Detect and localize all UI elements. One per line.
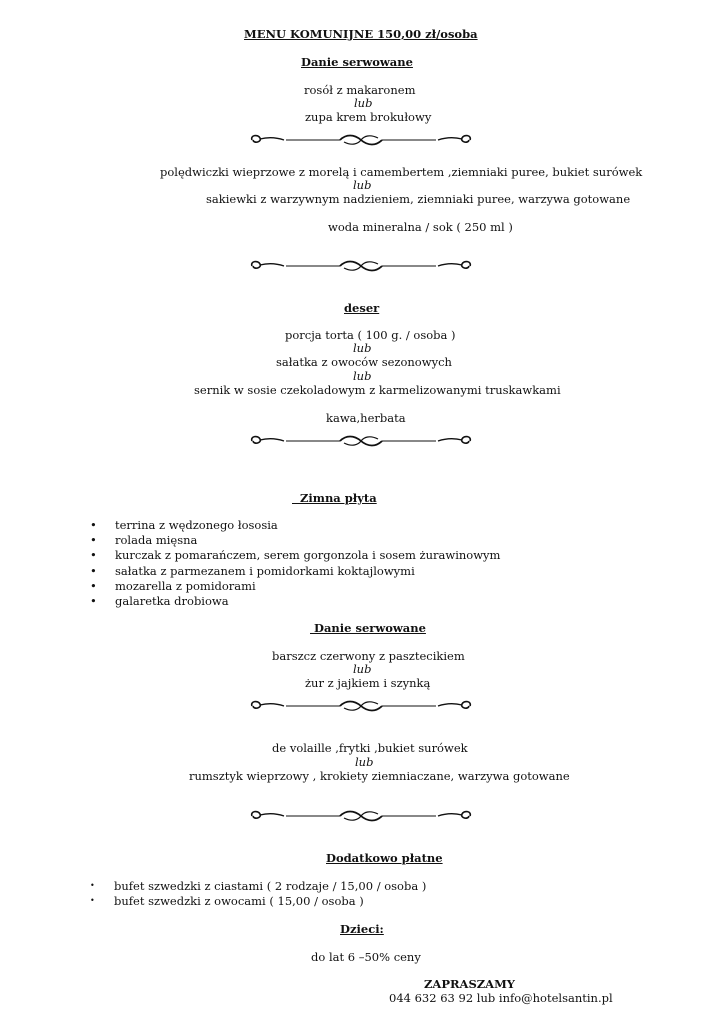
dish-line: zupa krem brokułowy <box>305 110 432 124</box>
extras-list <box>90 879 426 909</box>
ornament-divider-icon <box>248 808 474 827</box>
lub-label: lub <box>353 341 372 355</box>
section-title-danie-serwowane: Danie serwowane <box>301 55 413 69</box>
bullet-icon: • <box>90 533 97 548</box>
cold-buffet-list <box>90 518 500 609</box>
contact-line: 044 632 63 92 lub info@hotelsantin.pl <box>389 991 613 1005</box>
list-item: • kurczak z pomarańczem, serem gorgonzola i sosem żurawinowym <box>90 548 501 563</box>
section-title-danie-serwowane-2: Danie serwowane <box>310 621 426 635</box>
list-item: • bufet szwedzki z owocami ( 15,00 / osoba ) <box>90 894 364 909</box>
dish-line: barszcz czerwony z pasztecikiem <box>272 649 465 663</box>
dish-line: sałatka z owoców sezonowych <box>276 355 452 369</box>
bullet-icon: • <box>90 578 97 593</box>
bullet-icon: • <box>90 518 97 532</box>
dish-line: sernik w sosie czekoladowym z karmelizowanymi truskawkami <box>194 383 561 397</box>
list-item: • sałatka z parmezanem i pomidorkami koktajlowymi <box>90 563 415 578</box>
lub-label: lub <box>355 755 374 769</box>
section-title-deser: deser <box>344 301 380 315</box>
dish-line: porcja torta ( 100 g. / osoba ) <box>285 328 456 342</box>
section-title-zimna-plyta: Zimna płyta <box>292 491 377 505</box>
invite-text: ZAPRASZAMY <box>424 977 516 991</box>
list-item: • galaretka drobiowa <box>90 593 229 608</box>
dish-line: de volaille ,frytki ,bukiet surówek <box>272 741 468 755</box>
ornament-divider-icon <box>248 698 474 717</box>
lub-label: lub <box>353 369 372 383</box>
bullet-icon: • <box>90 896 95 906</box>
list-item: • rolada mięsna <box>90 533 198 548</box>
drink-line: woda mineralna / sok ( 250 ml ) <box>328 220 513 234</box>
dish-line: rumsztyk wieprzowy , krokiety ziemniaczane, warzywa gotowane <box>189 769 570 783</box>
dish-line: polędwiczki wieprzowe z morelą i camembertem ,ziemniaki puree, bukiet surówek <box>160 165 643 179</box>
section-title-dodatkowo-platne: Dodatkowo płatne <box>326 851 443 865</box>
bullet-icon: • <box>90 548 97 563</box>
lub-label: lub <box>353 178 372 192</box>
section-title-dzieci: Dzieci: <box>340 922 384 936</box>
drink-line: kawa,herbata <box>326 411 406 425</box>
dish-line: sakiewki z warzywnym nadzieniem, ziemniaki puree, warzywa gotowane <box>206 192 631 206</box>
lub-label: lub <box>354 96 373 110</box>
dish-line: żur z jajkiem i szynką <box>305 676 431 690</box>
bullet-icon: • <box>90 881 95 890</box>
list-item: • bufet szwedzki z ciastami ( 2 rodzaje / 15,00 / osoba ) <box>90 879 427 893</box>
dish-line: rosół z makaronem <box>304 83 416 97</box>
kids-discount: do lat 6 –50% ceny <box>311 950 421 964</box>
menu-title: MENU KOMUNIJNE 150,00 zł/osoba <box>244 27 478 41</box>
list-item: • mozarella z pomidorami <box>90 578 256 593</box>
ornament-divider-icon <box>248 258 474 277</box>
ornament-divider-icon <box>248 132 474 151</box>
bullet-icon: • <box>90 563 97 578</box>
lub-label: lub <box>353 662 372 676</box>
list-item: • terrina z wędzonego łososia <box>90 518 278 532</box>
ornament-divider-icon <box>248 433 474 452</box>
bullet-icon: • <box>90 593 97 608</box>
